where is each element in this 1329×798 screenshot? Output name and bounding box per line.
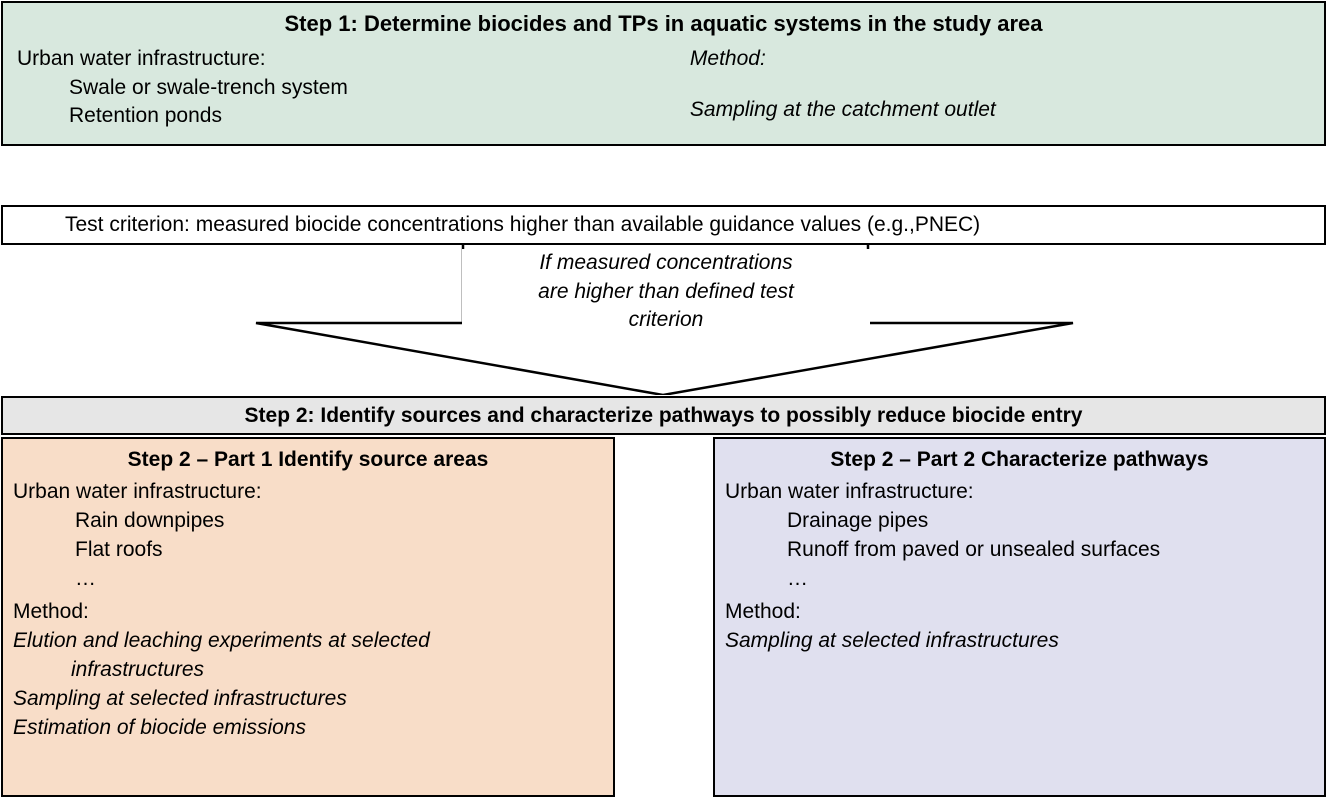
list-item: Retention ponds	[69, 104, 222, 128]
test-criterion-text: Test criterion: measured biocide concentrations higher than available guidance values (e.g.,PNEC)	[65, 212, 981, 236]
step2-part1-box	[1, 437, 615, 797]
list-item: Sampling at the catchment outlet	[689, 97, 996, 121]
step2-header-text: Step 2: Identify sources and characterize pathways to possibly reduce biocide entry	[244, 403, 1083, 427]
list-item: Sampling at selected infrastructures	[13, 686, 347, 710]
step2-part1-method-label: Method:	[13, 599, 89, 623]
step2-part1-infrastructure-label: Urban water infrastructure:	[13, 480, 262, 503]
list-item: Flat roofs	[75, 537, 163, 561]
step2-part2-box	[713, 437, 1326, 797]
list-item: Rain downpipes	[75, 508, 225, 532]
step1-box	[1, 1, 1326, 146]
step1-columns	[3, 41, 1324, 144]
list-item: Elution and leaching experiments at selected	[13, 628, 430, 652]
step2-header	[1, 396, 1326, 435]
step1-method-label: Method:	[689, 47, 766, 71]
list-item: …	[75, 566, 96, 590]
connector-note-line3: criterion	[628, 308, 704, 332]
list-item: Swale or swale-trench system	[69, 75, 348, 99]
step2-part2-method-label: Method:	[725, 599, 801, 623]
step1-title: Step 1: Determine biocides and TPs in aquatic systems in the study area	[284, 11, 1043, 36]
list-item: Runoff from paved or unsealed surfaces	[787, 537, 1161, 561]
list-item: Estimation of biocide emissions	[13, 715, 306, 739]
connector-area	[0, 245, 1329, 395]
list-item: infrastructures	[71, 657, 205, 681]
connector-note	[462, 249, 870, 335]
connector-note-line2: are higher than defined test	[538, 279, 794, 303]
step2-part1-title: Step 2 – Part 1 Identify source areas	[127, 448, 489, 471]
connector-note-line1: If measured concentrations	[539, 251, 793, 274]
step2-part2-title: Step 2 – Part 2 Characterize pathways	[830, 448, 1209, 471]
test-criterion-bar	[1, 205, 1326, 245]
list-item: …	[787, 566, 808, 590]
step2-part2-infrastructure-label: Urban water infrastructure:	[725, 480, 974, 503]
list-item: Sampling at selected infrastructures	[725, 628, 1059, 652]
list-item: Drainage pipes	[787, 508, 929, 532]
step1-infrastructure-label: Urban water infrastructure:	[17, 47, 266, 71]
step1-method-column	[690, 45, 1324, 130]
step1-infrastructure-column	[3, 45, 690, 130]
